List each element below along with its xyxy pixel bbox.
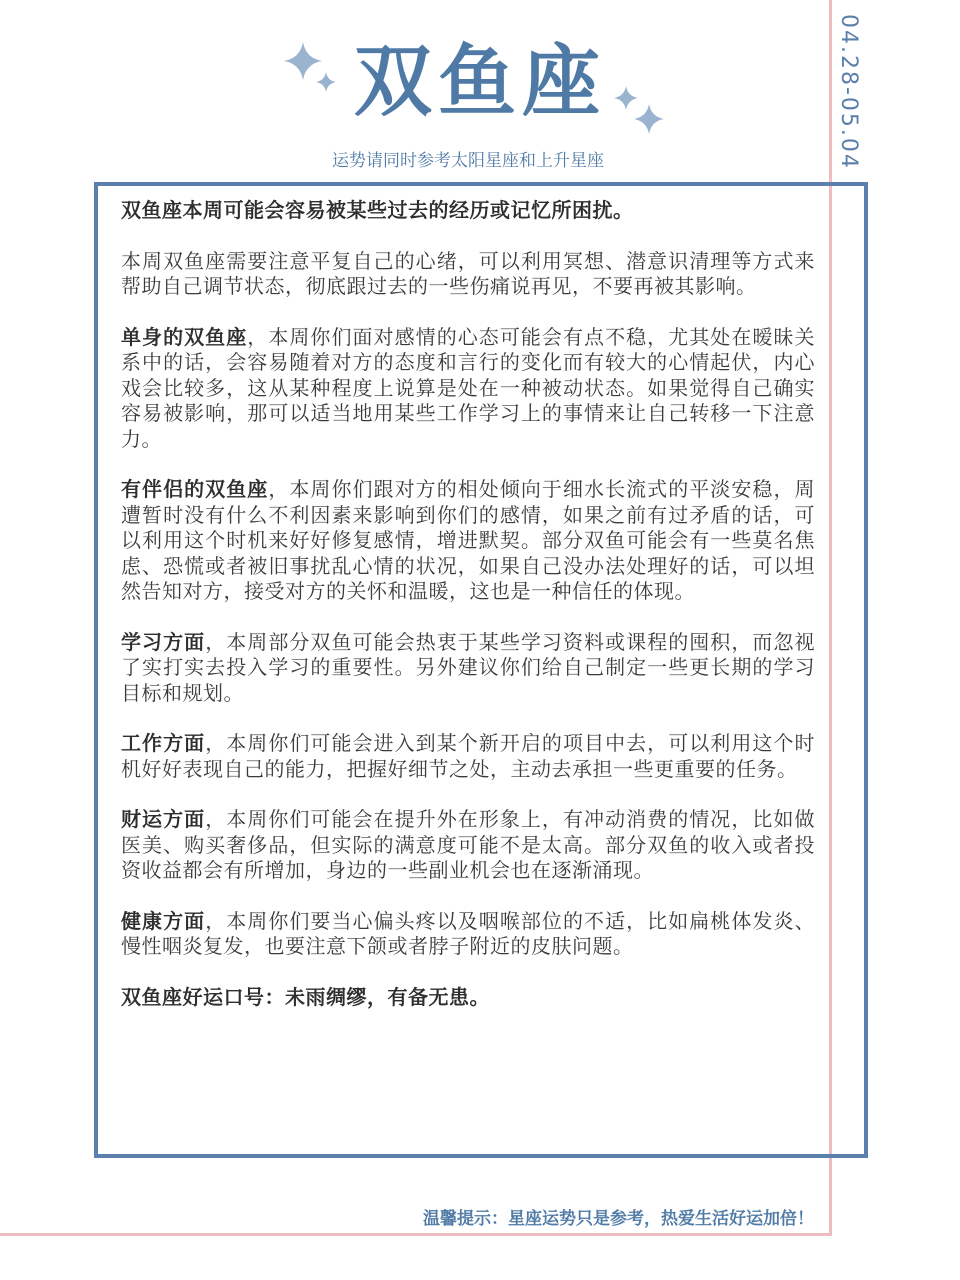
section-single	[121, 325, 815, 453]
intro-text: 本周双鱼座需要注意平复自己的心绪，可以利用冥想、潜意识清理等方式来帮助自己调节状态，彻底跟过去的一些伤痛说再见，不要再被其影响。	[121, 248, 815, 298]
subtitle: 运势请同时参考太阳星座和上升星座	[332, 151, 604, 171]
section-label: 学习方面	[121, 629, 206, 654]
section-text: ，本周你们跟对方的相处倾向于细水长流式的平淡安稳，周遭暂时没有什么不利因素来影响到你们的感情，如果之前有过矛盾的话，可以利用这个时机来好好修复感情，增进默契。部分双鱼可能会有一些莫名焦虑、恐慌或者被旧事扰乱心情的状况，如果自己没办法处理好的话，可以坦然告知对方，接受对方的关怀和温暖，这也是一种信任的体现。	[121, 477, 815, 603]
section-label: 健康方面	[121, 908, 206, 933]
section-label: 财运方面	[121, 807, 206, 831]
section-text: ，本周你们要当心偏头疼以及咽喉部位的不适，比如扁桃体发炎、慢性咽炎复发，也要注意下颌或者脖子附近的皮肤问题。	[121, 908, 815, 958]
section-wealth	[121, 807, 815, 884]
pink-horizontal-line	[0, 1233, 832, 1236]
section-text: ，本周部分双鱼可能会热衷于某些学习资料或课程的囤积，而忽视了实打实去投入学习的重要性。另外建议你们给自己制定一些更长期的学习目标和规划。	[121, 629, 815, 705]
section-text: ，本周你们面对感情的心态可能会有点不稳，尤其处在暧昧关系中的话，会容易随着对方的态度和言行的变化而有较大的心情起伏，内心戏会比较多，这从某种程度上说算是处在一种被动状态。如果觉得自己确实容易被影响，那可以适当地用某些工作学习上的事情来让自己转移一下注意力。	[121, 324, 815, 451]
page-title: 双鱼座	[353, 37, 606, 127]
section-study	[121, 630, 815, 707]
intro-headline: 双鱼座本周可能会容易被某些过去的经历或记忆所困扰。	[121, 198, 634, 222]
sparkle-icon	[634, 104, 664, 134]
slogan: 双鱼座好运口号：未雨绸缪，有备无患。	[121, 984, 490, 1009]
footer-tip: 温馨提示：星座运势只是参考，热爱生活好运加倍！	[423, 1209, 814, 1229]
section-partnered	[121, 477, 815, 605]
section-label: 单身的双鱼座	[121, 324, 248, 349]
section-work	[121, 731, 815, 782]
section-label: 工作方面	[121, 731, 206, 755]
date-range: 04.28-05.04	[836, 14, 861, 170]
article-body	[121, 198, 815, 1035]
section-text: ，本周你们可能会在提升外在形象上，有冲动消费的情况，比如做医美、购买奢侈品，但实际的满意度可能不是太高。部分双鱼的收入或者投资收益都会有所增加，身边的一些副业机会也在逐渐涌现。	[121, 807, 815, 882]
section-text: ，本周你们可能会进入到某个新开启的项目中去，可以利用这个时机好好表现自己的能力，把握好细节之处，主动去承担一些更重要的任务。	[121, 731, 815, 781]
section-health	[121, 909, 815, 960]
section-label: 有伴侣的双鱼座	[121, 477, 269, 501]
